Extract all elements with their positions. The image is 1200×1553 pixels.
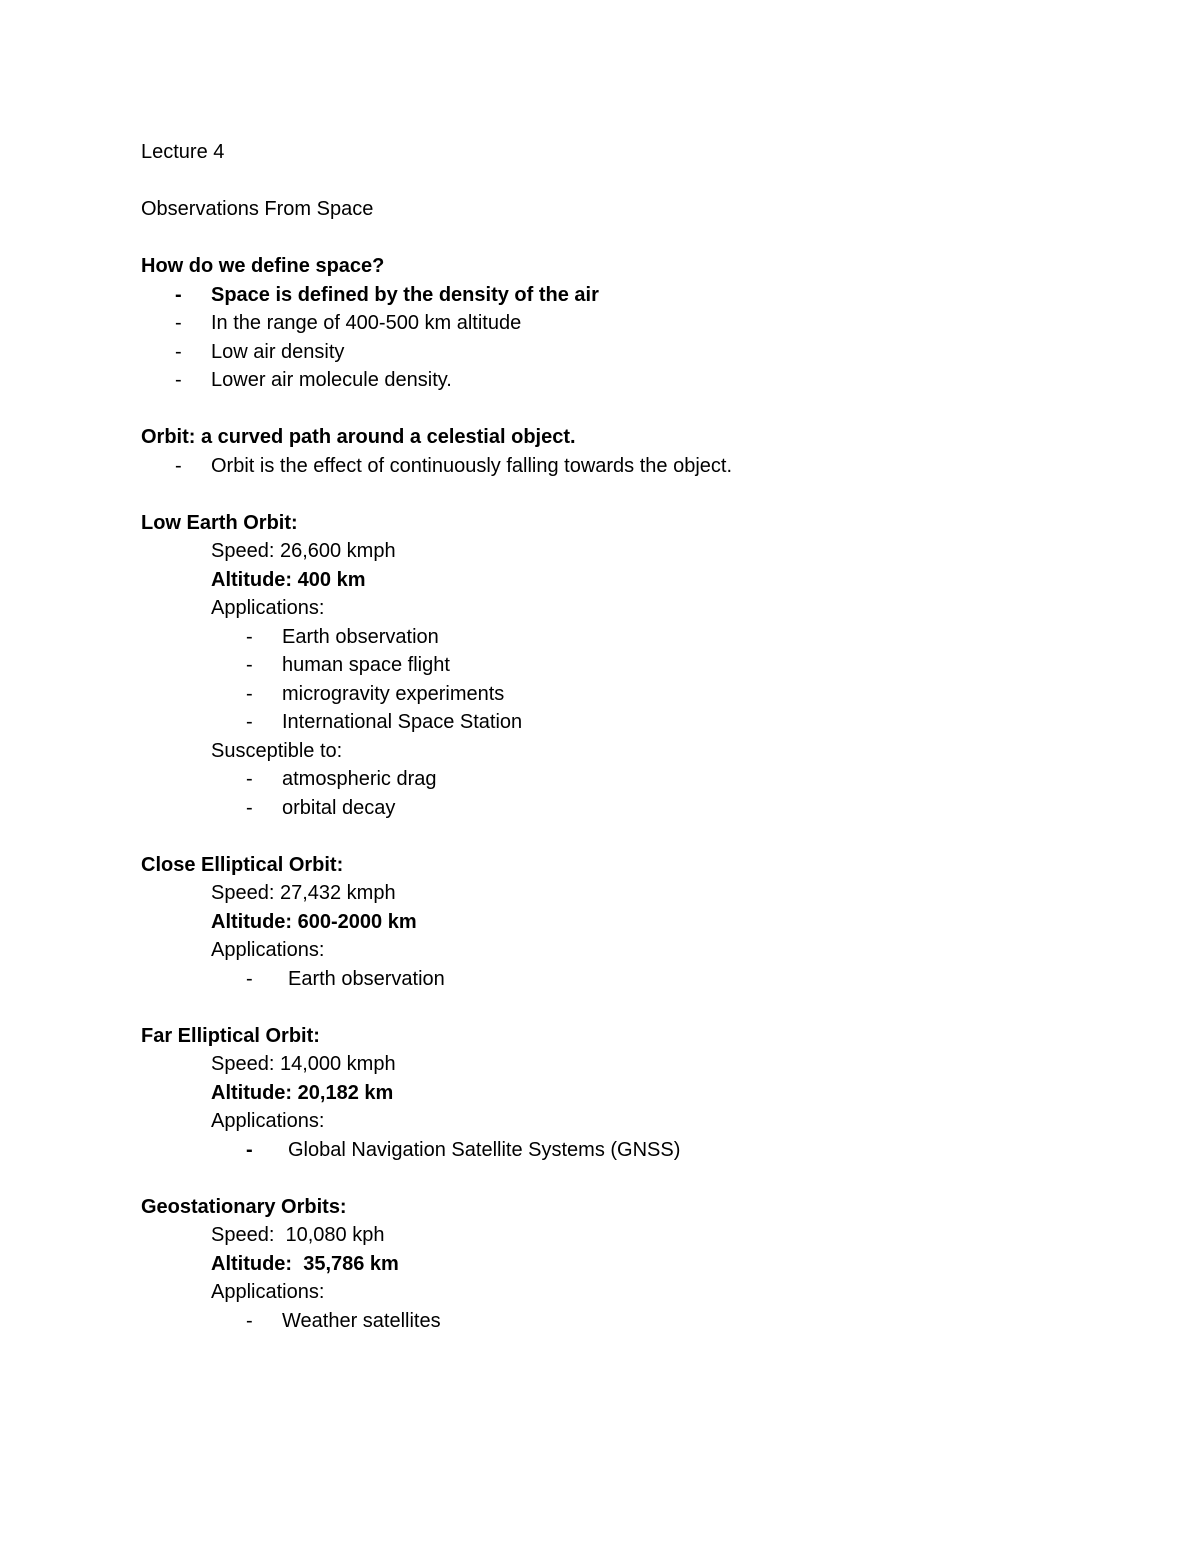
bullet-dash: - xyxy=(175,454,182,477)
document-body xyxy=(141,138,1141,1335)
bullet-text: Weather satellites xyxy=(282,1309,441,1332)
list-item xyxy=(141,765,1141,794)
bullet-text: Space is defined by the density of the air xyxy=(211,283,599,306)
bullet-dash: - xyxy=(246,967,253,990)
spacer xyxy=(141,1164,1141,1193)
bullet-text: Lower air molecule density. xyxy=(211,369,452,391)
document-subtitle: Observations From Space xyxy=(141,198,374,220)
bullet-text: International Space Station xyxy=(282,711,523,733)
list-item xyxy=(141,623,1141,652)
bullet-dash: - xyxy=(175,283,182,306)
spacer xyxy=(141,480,1141,509)
list-item xyxy=(141,1136,1141,1165)
list-item xyxy=(141,281,1141,310)
lecture-title: Lecture 4 xyxy=(141,141,225,163)
spacer xyxy=(141,395,1141,424)
bullet-dash: - xyxy=(175,369,182,391)
applications-label: Applications: xyxy=(211,597,325,619)
bullet-dash: - xyxy=(175,340,182,363)
list-item xyxy=(141,708,1141,737)
section-heading-define-space: How do we define space? xyxy=(141,255,385,277)
spacer xyxy=(141,993,1141,1022)
section-heading-far-elliptical-orbit: Far Elliptical Orbit: xyxy=(141,1024,320,1047)
orbit-speed: Speed: 27,432 kmph xyxy=(211,882,396,904)
section-heading-geostationary-orbits: Geostationary Orbits: xyxy=(141,1195,347,1218)
bullet-dash: - xyxy=(246,682,253,705)
bullet-text: atmospheric drag xyxy=(282,768,437,790)
section-heading-close-elliptical-orbit: Close Elliptical Orbit: xyxy=(141,853,344,876)
bullet-text: microgravity experiments xyxy=(282,682,505,705)
orbit-altitude: Altitude: 35,786 km xyxy=(211,1252,399,1275)
bullet-dash: - xyxy=(175,312,182,334)
bullet-text: Orbit is the effect of continuously falling towards the object. xyxy=(211,454,733,477)
list-item xyxy=(141,794,1141,823)
susceptible-label: Susceptible to: xyxy=(211,739,343,762)
spacer xyxy=(141,822,1141,851)
bullet-text: orbital decay xyxy=(282,796,396,819)
bullet-text: Low air density xyxy=(211,340,345,363)
orbit-speed: Speed: 14,000 kmph xyxy=(211,1053,396,1075)
bullet-dash: - xyxy=(246,654,253,676)
bullet-text: Global Navigation Satellite Systems (GNSS) xyxy=(288,1138,681,1161)
bullet-dash: - xyxy=(246,768,253,790)
orbit-altitude: Altitude: 600-2000 km xyxy=(211,910,417,933)
list-item xyxy=(141,651,1141,680)
list-item xyxy=(141,452,1141,481)
applications-label: Applications: xyxy=(211,1281,325,1303)
section-heading-low-earth-orbit: Low Earth Orbit: xyxy=(141,511,298,534)
bullet-text: human space flight xyxy=(282,654,450,676)
list-item xyxy=(141,366,1141,395)
bullet-dash: - xyxy=(246,711,253,733)
bullet-text: In the range of 400-500 km altitude xyxy=(211,312,522,334)
applications-label: Applications: xyxy=(211,939,325,961)
orbit-speed: Speed: 10,080 kph xyxy=(211,1224,385,1246)
list-item xyxy=(141,309,1141,338)
bullet-dash: - xyxy=(246,625,253,648)
bullet-dash: - xyxy=(246,796,253,819)
spacer xyxy=(141,167,1141,196)
spacer xyxy=(141,224,1141,253)
list-item xyxy=(141,1307,1141,1336)
bullet-text: Earth observation xyxy=(282,625,439,648)
section-heading-orbit: Orbit: a curved path around a celestial object. xyxy=(141,426,576,448)
list-item xyxy=(141,338,1141,367)
orbit-altitude: Altitude: 400 km xyxy=(211,568,366,591)
applications-label: Applications: xyxy=(211,1110,325,1132)
list-item xyxy=(141,965,1141,994)
bullet-dash: - xyxy=(246,1138,253,1161)
list-item xyxy=(141,680,1141,709)
orbit-altitude: Altitude: 20,182 km xyxy=(211,1081,394,1104)
bullet-text: Earth observation xyxy=(288,967,445,990)
orbit-speed: Speed: 26,600 kmph xyxy=(211,540,396,562)
bullet-dash: - xyxy=(246,1309,253,1332)
